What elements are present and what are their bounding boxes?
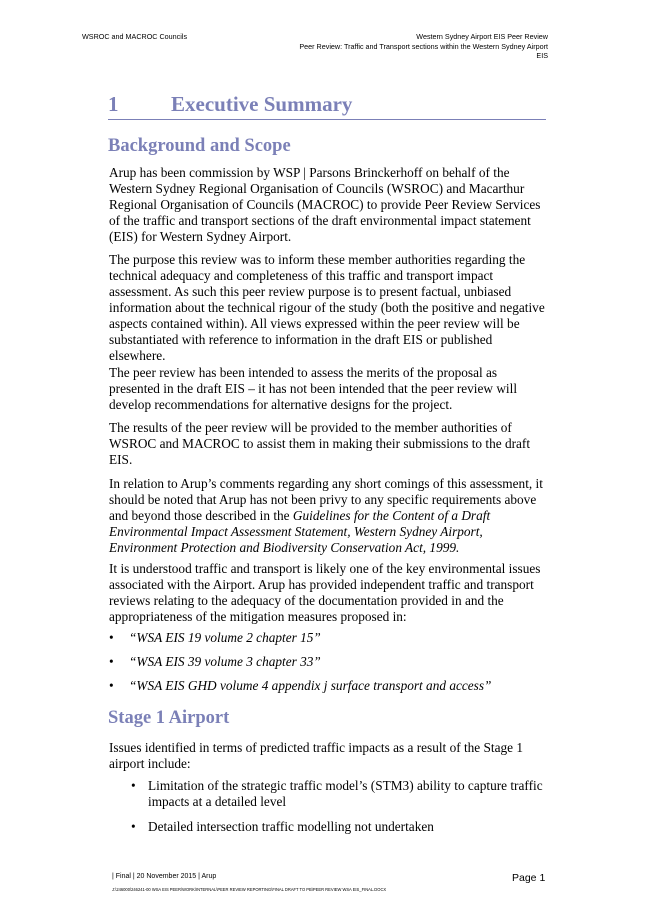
list-item	[131, 819, 551, 835]
bullet-glyph: •	[109, 678, 114, 693]
bullet-glyph: •	[109, 630, 114, 645]
footer-status: | Final | 20 November 2015 | Arup	[112, 873, 217, 880]
paragraph-5-text: In relation to Arup’s comments regarding any short comings of this assessment, it should be noted that Arup has not been privy to any specific requirements above and beyond those described in the	[109, 476, 543, 523]
bullet-glyph: •	[131, 819, 136, 834]
heading-executive-summary	[108, 92, 546, 120]
paragraph-5-guidelines-title: Guidelines for the Content of a Draft Environmental Impact Assessment Statement, Western Sydney Airport, Environment Protection and Biodiversity Conservation Act, 1999.	[109, 508, 491, 555]
footer-file-path: J:\246000\246241-00 WSA EIS PEER\WORK\INTERNAL\PEER REVIEW REPORTING\FINAL DRAFT TO PB\PEER REVIEW WSA EIS_FINAL.DOCX	[112, 887, 387, 892]
list-item-text: “WSA EIS GHD volume 4 appendix j surface transport and access”	[129, 678, 492, 693]
header-left: WSROC and MACROC Councils	[82, 32, 188, 41]
list-item-text: Detailed intersection traffic modelling not undertaken	[148, 819, 434, 834]
paragraph-3: The peer review has been intended to assess the merits of the proposal as presented in the draft EIS – it has not been intended that the peer review will develop recommendations for alternative designs for the project.	[109, 365, 518, 412]
list-item-text: Limitation of the strategic traffic model’s (STM3) ability to capture traffic impacts at a detailed level	[148, 778, 543, 809]
paragraph-5	[109, 476, 549, 556]
header-right	[248, 32, 548, 61]
paragraph-2: The purpose this review was to inform these member authorities regarding the technical adequacy and completeness of this traffic and transport impact assessment. As such this peer review purpose is to present factual, unbiased information about the technical rigour of the study (both the positive and negative aspects contained within). All views expressed within the peer review will be substantiated with reference to information in the draft EIS or published elsewhere.	[109, 252, 545, 363]
bullet-glyph: •	[109, 654, 114, 669]
header-right-line3: EIS	[536, 51, 548, 60]
list-item	[109, 678, 491, 694]
list-item-text: “WSA EIS 39 volume 3 chapter 33”	[129, 654, 321, 669]
heading-stage-1-airport: Stage 1 Airport	[108, 708, 230, 728]
paragraph-4: The results of the peer review will be provided to the member authorities of WSROC and MACROC to assist them in making their submissions to the draft EIS.	[109, 420, 531, 467]
list-item	[131, 778, 551, 810]
bullet-glyph: •	[131, 778, 136, 793]
paragraph-1: Arup has been commission by WSP | Parsons Brinckerhoff on behalf of the Western Sydney Regional Organisation of Councils (WSROC) and Macarthur Regional Organisation of Councils (MACROC) to provide Peer Review Services of the traffic and transport sections of the draft environmental impact statement (EIS) for Western Sydney Airport.	[109, 165, 541, 244]
heading-background-scope: Background and Scope	[108, 136, 291, 156]
list-item-text: “WSA EIS 19 volume 2 chapter 15”	[129, 630, 321, 645]
list-item	[109, 654, 321, 670]
page-number: Page 1	[512, 872, 546, 884]
header-right-line1: Western Sydney Airport EIS Peer Review	[416, 32, 548, 41]
heading-number: 1	[108, 92, 119, 116]
paragraph-stage1: Issues identified in terms of predicted traffic impacts as a result of the Stage 1 airport include:	[109, 740, 524, 771]
heading-title: Executive Summary	[171, 92, 353, 116]
header-right-line2: Peer Review: Traffic and Transport sections within the Western Sydney Airport	[299, 41, 548, 51]
paragraph-6: It is understood traffic and transport is likely one of the key environmental issues associated with the Airport. Arup has provided independent traffic and transport reviews relating to the adequacy of the documentation provided in and the appropriateness of the mitigation measures proposed in:	[109, 561, 541, 624]
list-item	[109, 630, 321, 646]
